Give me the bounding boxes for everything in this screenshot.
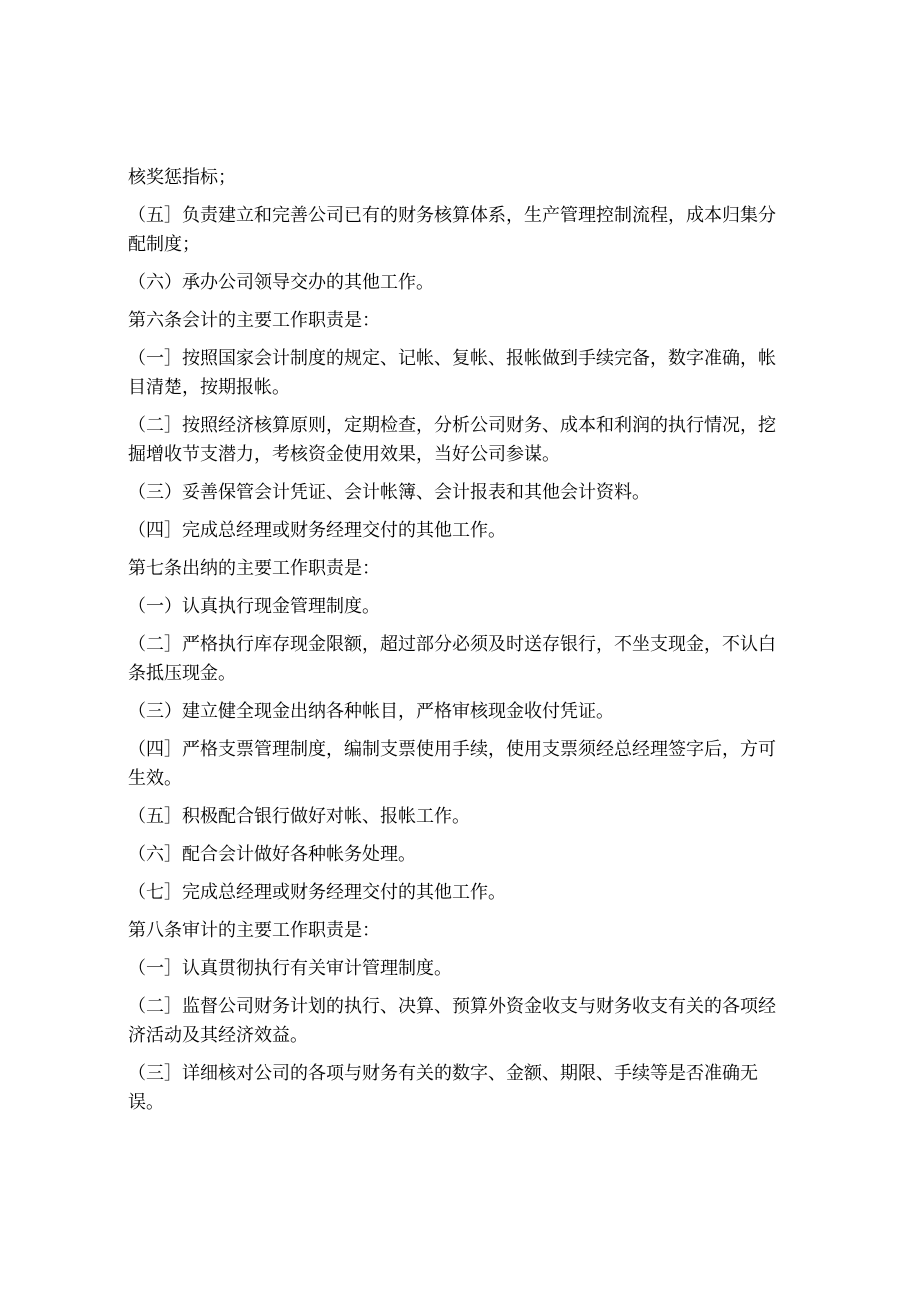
article-7-item-2: （二］严格执行库存现金限额，超过部分必须及时送存银行，不坐支现金，不认白条抵压现金。 <box>128 634 776 684</box>
article-7-item-6: （六］配合会计做好各种帐务处理。 <box>128 844 416 865</box>
article-6-item-2: （二］按照经济核算原则，定期检查，分析公司财务、成本和利润的执行情况，挖掘增收节支潜力，考核资金使用效果，当好公司参谋。 <box>128 415 776 465</box>
article-8-item-1: （一］认真贯彻执行有关审计管理制度。 <box>128 958 452 979</box>
article-7-item-7: （七］完成总经理或财务经理交付的其他工作。 <box>128 882 506 903</box>
article-7-item-4: （四］严格支票管理制度，编制支票使用手续，使用支票须经总经理签字后，方可生效。 <box>128 739 776 789</box>
article-6-item-4: （四］完成总经理或财务经理交付的其他工作。 <box>128 520 506 541</box>
article-7-item-1: （一）认真执行现金管理制度。 <box>128 596 380 617</box>
paragraph-item-6: （六）承办公司领导交办的其他工作。 <box>128 272 434 293</box>
article-7-item-5: （五］积极配合银行做好对帐、报帐工作。 <box>128 806 470 827</box>
document-body <box>128 163 792 1126</box>
paragraph-continuation: 核奖惩指标； <box>128 167 236 188</box>
article-6-item-1: （一］按照国家会计制度的规定、记帐、复帐、报帐做到手续完备，数字准确，帐目清楚，按期报帐。 <box>128 348 776 398</box>
article-8-item-3: （三］详细核对公司的各项与财务有关的数字、金额、期限、手续等是否准确无误。 <box>128 1063 758 1113</box>
paragraph-item-5: （五］负责建立和完善公司已有的财务核算体系，生产管理控制流程，成本归集分配制度； <box>128 205 776 255</box>
article-8-item-2: （二］监督公司财务计划的执行、决算、预算外资金收支与财务收支有关的各项经济活动及其经济效益。 <box>128 996 776 1046</box>
article-6-heading: 第六条会计的主要工作职责是： <box>128 310 380 331</box>
article-7-item-3: （三）建立健全现金出纳各种帐目，严格审核现金收付凭证。 <box>128 701 614 722</box>
article-7-heading: 第七条出纳的主要工作职责是： <box>128 558 380 579</box>
article-6-item-3: （三）妥善保管会计凭证、会计帐簿、会计报表和其他会计资料。 <box>128 482 650 503</box>
article-8-heading: 第八条审计的主要工作职责是： <box>128 920 380 941</box>
